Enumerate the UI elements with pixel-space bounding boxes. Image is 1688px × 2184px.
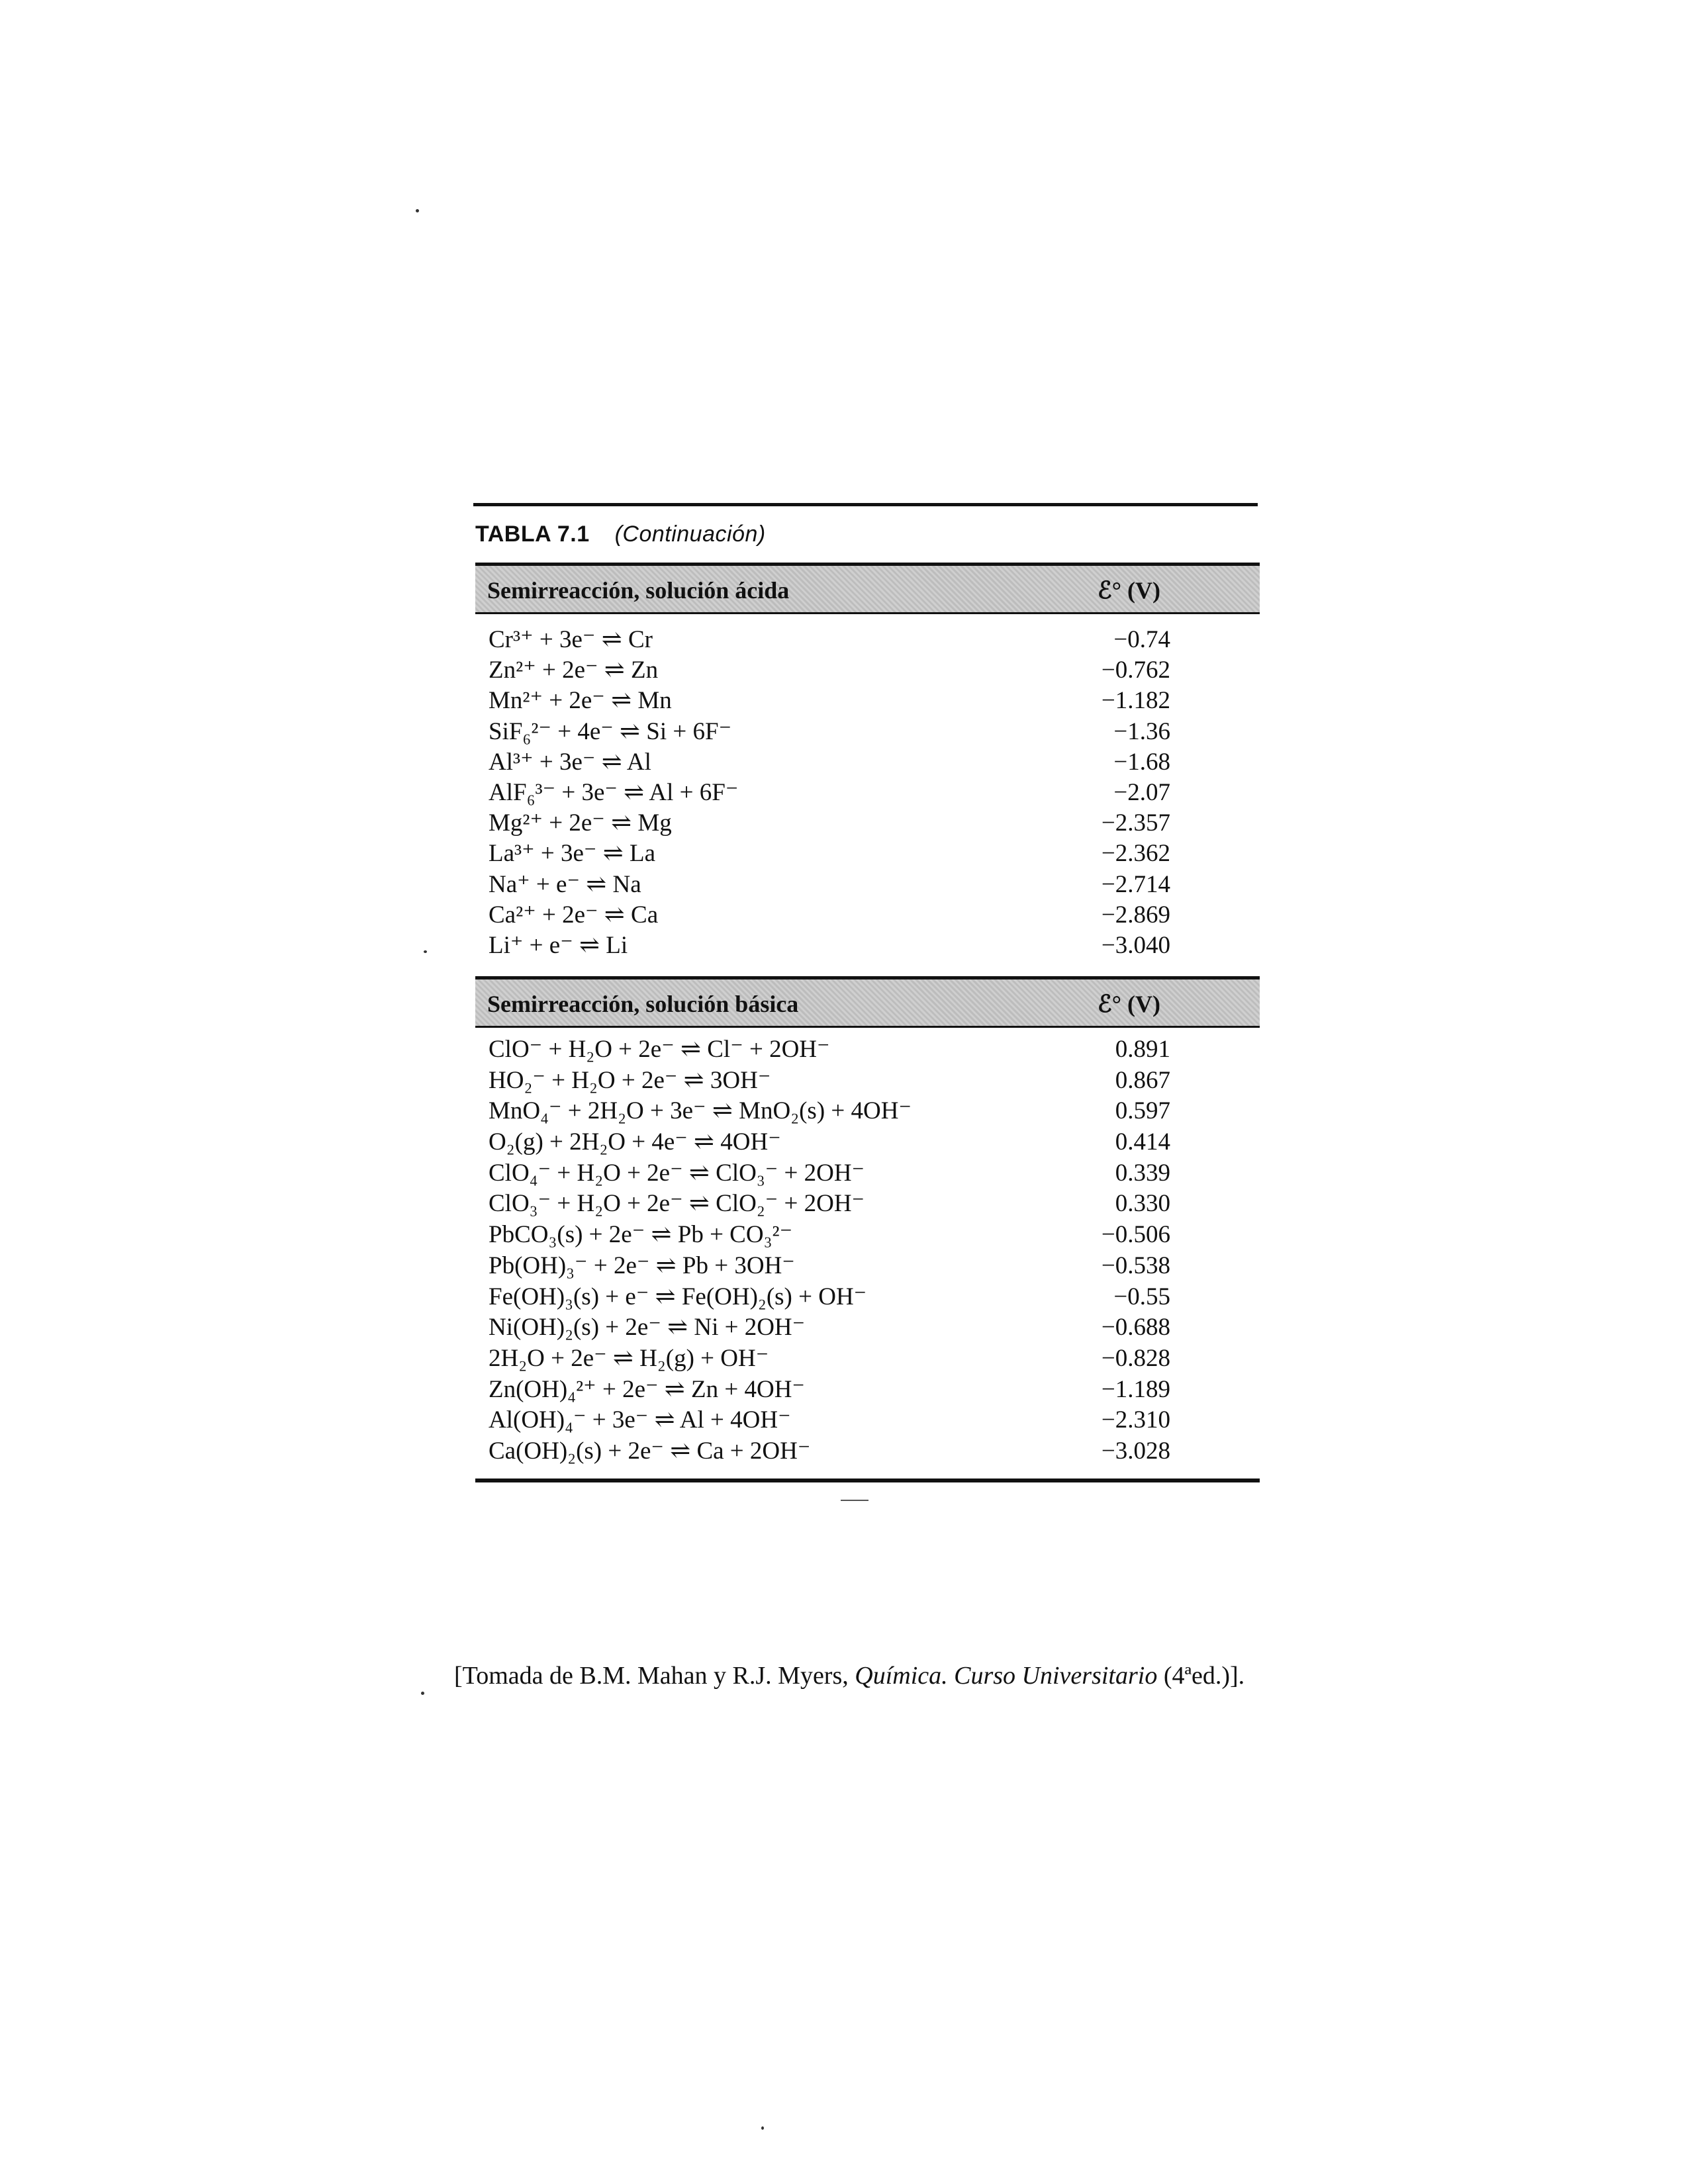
standard-potential: −0.74 [1113,626,1170,653]
standard-potential: −2.869 [1101,901,1170,929]
table-caption [475,522,766,547]
table-row [489,778,1250,808]
standard-potential: −2.310 [1101,1406,1170,1434]
standard-potential: −1.182 [1101,687,1170,715]
table-row [489,1189,1250,1220]
standard-potential: −0.506 [1101,1221,1170,1249]
standard-potential: 0.891 [1115,1036,1170,1063]
table-row [489,839,1250,869]
acid-header-label: Semirreacción, solución ácida [487,577,790,604]
half-reaction: La³⁺ + 3e⁻ ⇌ La [489,840,655,868]
table-caption-note: (Continuación) [614,522,766,547]
standard-potential: −0.538 [1101,1251,1170,1279]
half-reaction: Fe(OH)₃(s) + e⁻ ⇌ Fe(OH)₂(s) + OH⁻ [489,1283,867,1310]
standard-potential: 0.867 [1115,1066,1170,1094]
half-reaction: Pb(OH)₃⁻ + 2e⁻ ⇌ Pb + 3OH⁻ [489,1251,795,1279]
half-reaction: Li⁺ + e⁻ ⇌ Li [489,931,628,959]
standard-potential: −0.55 [1113,1283,1170,1310]
standard-potential: −2.07 [1113,778,1170,806]
table-row [489,1282,1250,1313]
source-book-title: Química. Curso Universitario [855,1662,1158,1690]
half-reaction: Mg²⁺ + 2e⁻ ⇌ Mg [489,809,672,837]
standard-potential: 0.414 [1115,1128,1170,1156]
table-row [489,625,1250,655]
acid-header-potential: ℰ° (V) [1097,577,1160,604]
half-reaction: SiF₆²⁻ + 4e⁻ ⇌ Si + 6F⁻ [489,717,732,745]
table-number: TABLA 7.1 [475,522,590,547]
standard-potential: 0.597 [1115,1097,1170,1125]
acid-section-header [475,563,1260,614]
table-row [489,1158,1250,1189]
scan-mark [841,1500,868,1501]
standard-potential: 0.339 [1115,1159,1170,1187]
source-citation [454,1661,1244,1690]
standard-potential: −2.357 [1101,809,1170,837]
standard-potential: −3.040 [1101,931,1170,959]
standard-potential: 0.330 [1115,1190,1170,1218]
half-reaction: MnO₄⁻ + 2H₂O + 3e⁻ ⇌ MnO₂(s) + 4OH⁻ [489,1097,912,1125]
acid-rows [489,625,1250,961]
source-prefix: [Tomada de B.M. Mahan y R.J. Myers, [454,1662,855,1690]
half-reaction: 2H₂O + 2e⁻ ⇌ H₂(g) + OH⁻ [489,1344,769,1372]
table-row [489,1220,1250,1251]
scan-speck [421,1692,424,1695]
standard-potential: −1.68 [1113,748,1170,776]
table-row [489,1405,1250,1436]
table-bottom-rule [475,1479,1260,1482]
basic-header-label: Semirreacción, solución básica [487,991,799,1017]
basic-rows [489,1034,1250,1467]
table-row [489,1343,1250,1375]
table-row [489,747,1250,778]
half-reaction: AlF₆³⁻ + 3e⁻ ⇌ Al + 6F⁻ [489,778,739,806]
half-reaction: Zn(OH)₄²⁺ + 2e⁻ ⇌ Zn + 4OH⁻ [489,1375,805,1403]
standard-potential: −1.189 [1101,1375,1170,1403]
standard-potential: −0.762 [1101,657,1170,684]
table-row [489,1034,1250,1066]
half-reaction: Na⁺ + e⁻ ⇌ Na [489,870,641,898]
table-top-rule [473,503,1258,506]
half-reaction: Al³⁺ + 3e⁻ ⇌ Al [489,748,651,776]
table-row [489,717,1250,747]
scan-speck [761,2126,764,2130]
table-row [489,931,1250,961]
half-reaction: PbCO₃(s) + 2e⁻ ⇌ Pb + CO₃²⁻ [489,1221,793,1249]
standard-potential: −0.688 [1101,1314,1170,1342]
source-suffix: (4ªed.)]. [1157,1662,1245,1690]
half-reaction: Mn²⁺ + 2e⁻ ⇌ Mn [489,687,672,715]
table-row [489,1066,1250,1097]
half-reaction: ClO₄⁻ + H₂O + 2e⁻ ⇌ ClO₃⁻ + 2OH⁻ [489,1159,865,1187]
half-reaction: ClO⁻ + H₂O + 2e⁻ ⇌ Cl⁻ + 2OH⁻ [489,1036,830,1063]
scan-speck [424,950,427,953]
standard-potential: −0.828 [1101,1344,1170,1372]
standard-potential: −1.36 [1113,717,1170,745]
half-reaction: Cr³⁺ + 3e⁻ ⇌ Cr [489,626,653,653]
table-row [489,655,1250,686]
table-row [489,1251,1250,1282]
standard-potential: −3.028 [1101,1437,1170,1465]
half-reaction: Al(OH)₄⁻ + 3e⁻ ⇌ Al + 4OH⁻ [489,1406,791,1434]
table-row [489,1312,1250,1343]
scan-speck [416,209,419,212]
basic-header-potential: ℰ° (V) [1097,991,1160,1017]
standard-potential: −2.362 [1101,840,1170,868]
table-row [489,900,1250,931]
basic-section-header [475,976,1260,1028]
table-row [489,1375,1250,1406]
table-row [489,686,1250,716]
table-row [489,808,1250,839]
table-row [489,870,1250,900]
table-row [489,1096,1250,1127]
table-row [489,1127,1250,1158]
half-reaction: Zn²⁺ + 2e⁻ ⇌ Zn [489,657,659,684]
half-reaction: Ni(OH)₂(s) + 2e⁻ ⇌ Ni + 2OH⁻ [489,1314,806,1342]
half-reaction: Ca(OH)₂(s) + 2e⁻ ⇌ Ca + 2OH⁻ [489,1437,811,1465]
half-reaction: O₂(g) + 2H₂O + 4e⁻ ⇌ 4OH⁻ [489,1128,781,1156]
half-reaction: Ca²⁺ + 2e⁻ ⇌ Ca [489,901,659,929]
standard-potential: −2.714 [1101,870,1170,898]
half-reaction: ClO₃⁻ + H₂O + 2e⁻ ⇌ ClO₂⁻ + 2OH⁻ [489,1190,865,1218]
table-row [489,1436,1250,1467]
half-reaction: HO₂⁻ + H₂O + 2e⁻ ⇌ 3OH⁻ [489,1066,771,1094]
